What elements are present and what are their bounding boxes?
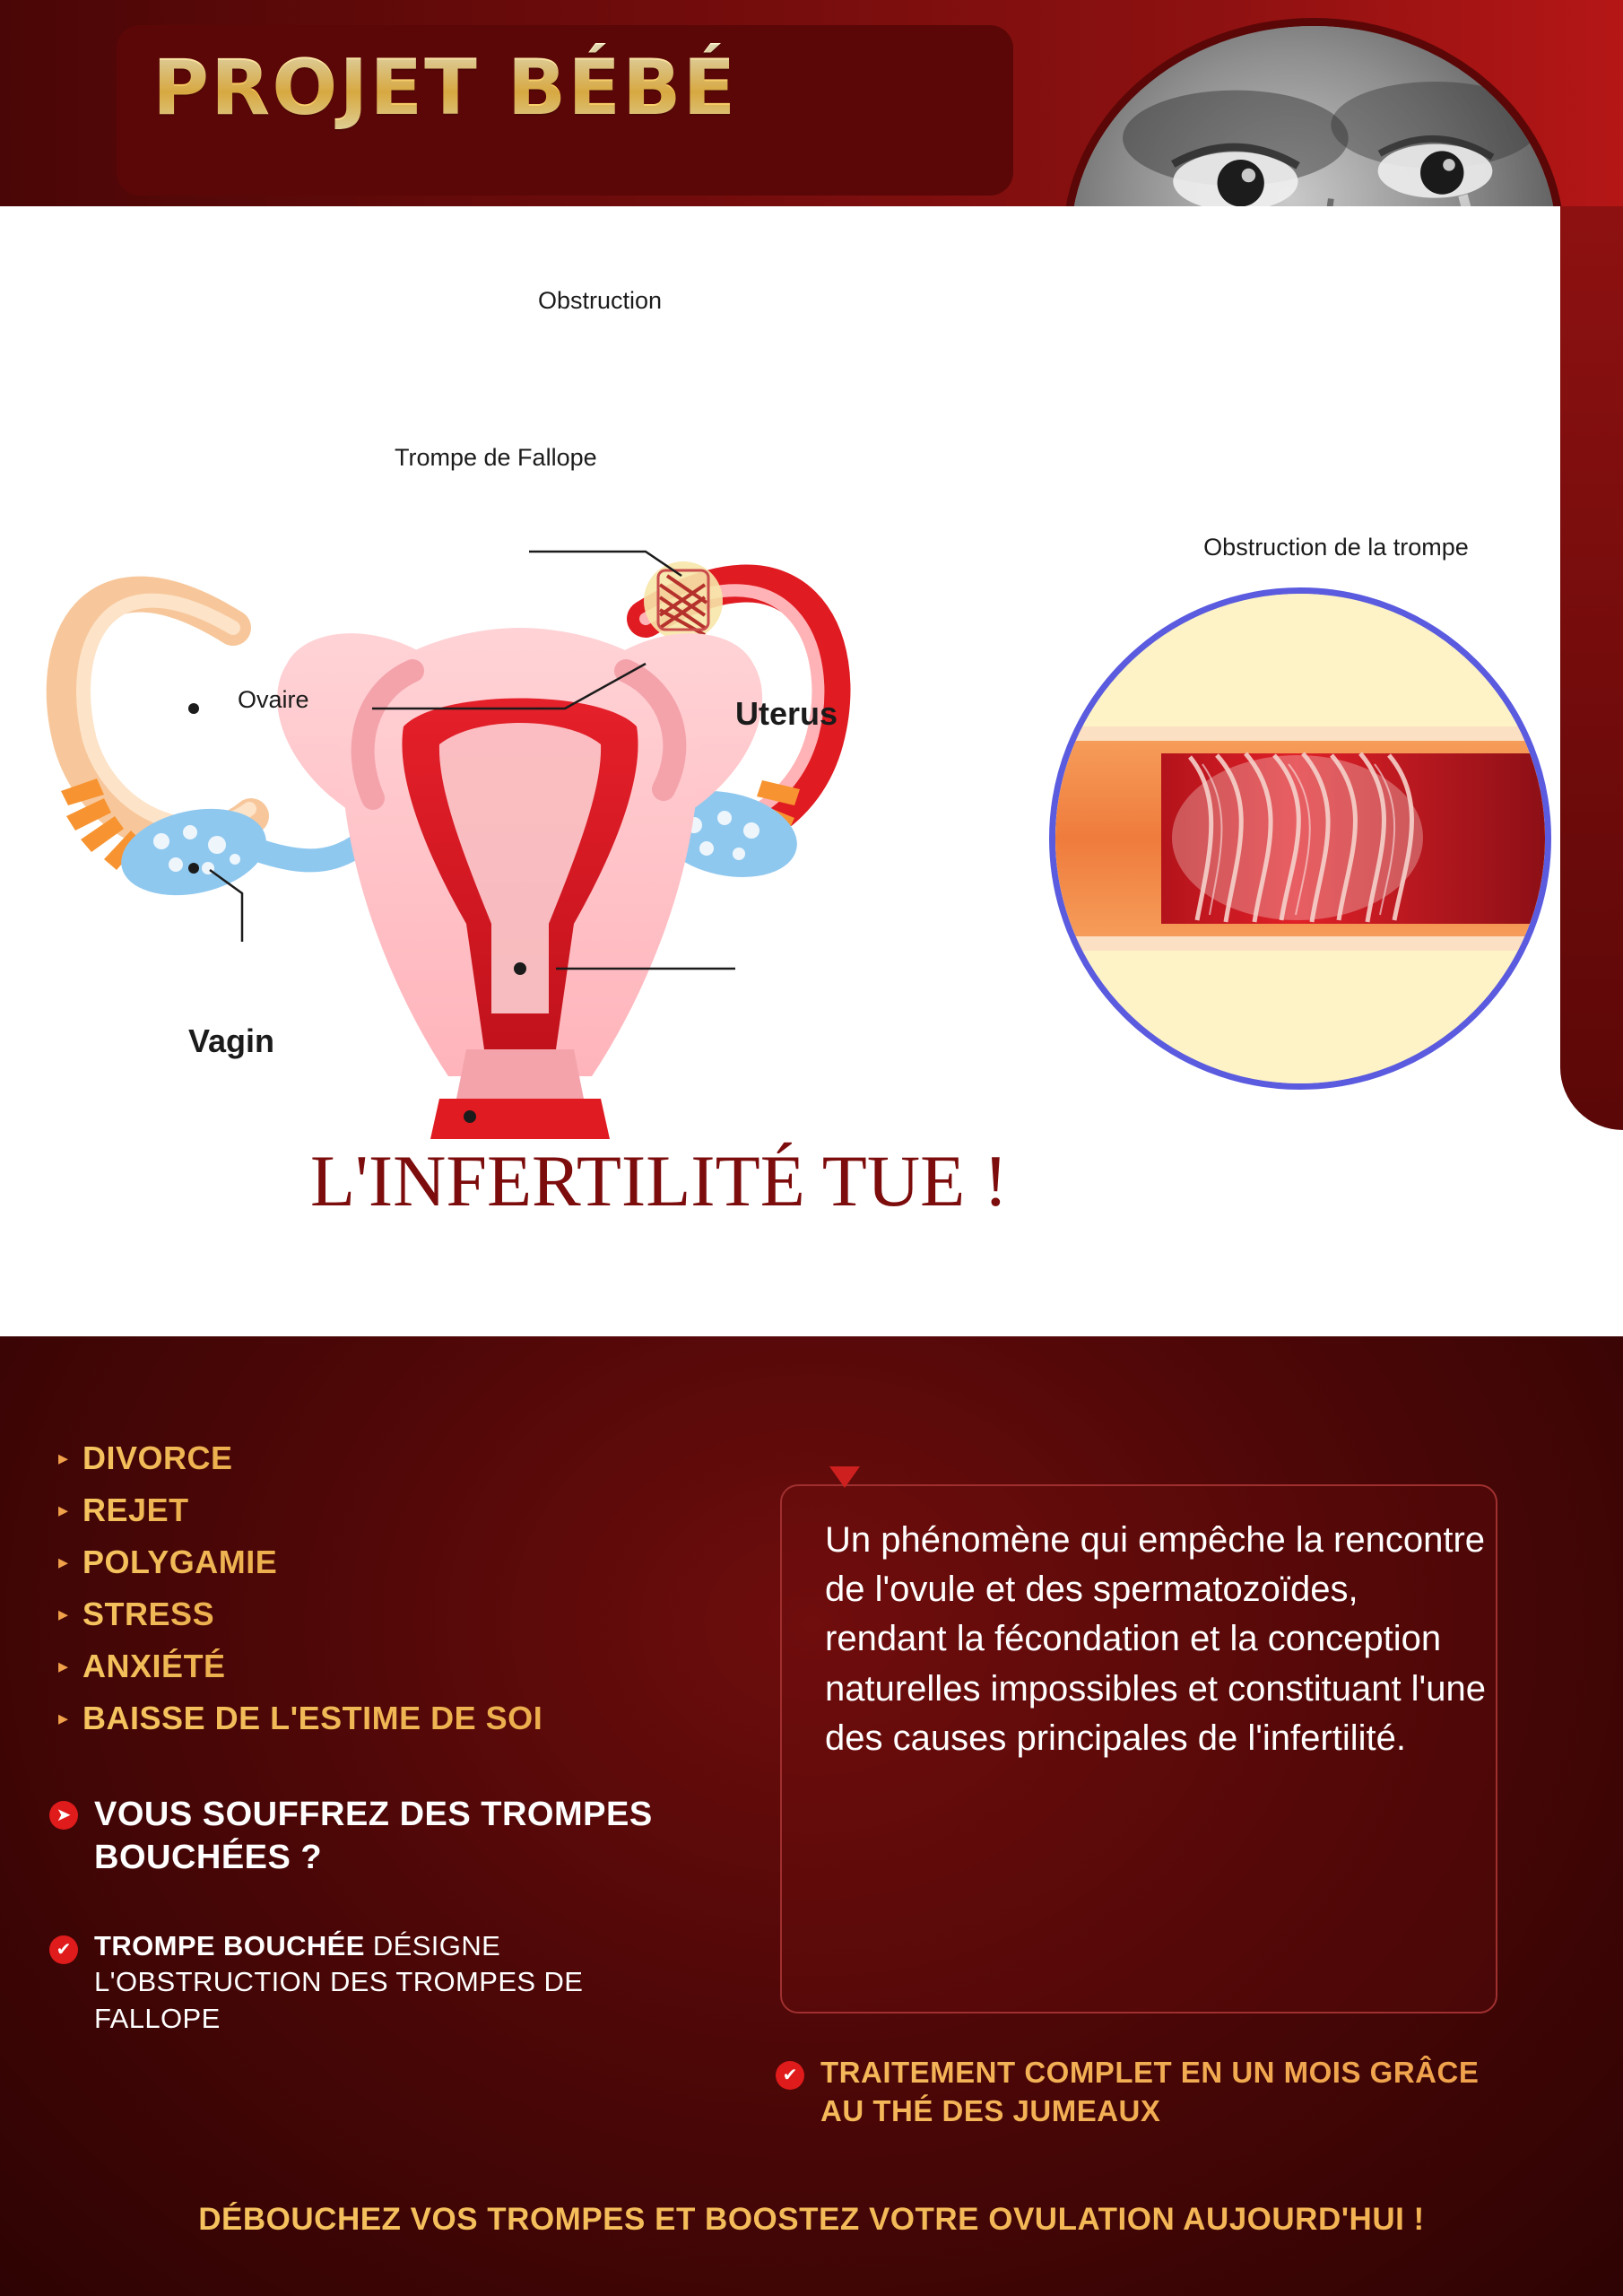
footer-cta: DÉBOUCHEZ VOS TROMPES ET BOOSTEZ VOTRE OVULATION AUJOURD'HUI ! bbox=[0, 2202, 1623, 2238]
arrow-icon: ▸ bbox=[58, 1707, 69, 1729]
consequence-label: REJET bbox=[82, 1492, 189, 1528]
arrow-icon: ▸ bbox=[58, 1499, 69, 1521]
uterus-anatomy-diagram bbox=[18, 242, 1058, 1139]
treatment-block bbox=[776, 2054, 1529, 2131]
list-item bbox=[58, 1648, 740, 1685]
label-fallopian-tube: Trompe de Fallope bbox=[395, 444, 597, 471]
definition-rest: DÉSIGNE L'OBSTRUCTION DES TROMPES DE FALLOPE bbox=[94, 1930, 584, 2034]
uterus-svg bbox=[18, 242, 1058, 1139]
consequence-label: POLYGAMIE bbox=[82, 1544, 278, 1580]
arrow-icon: ▸ bbox=[58, 1655, 69, 1677]
list-item bbox=[58, 1596, 740, 1633]
label-uterus: Uterus bbox=[735, 695, 838, 732]
arrow-icon: ▸ bbox=[58, 1447, 69, 1469]
label-obstruction: Obstruction bbox=[538, 287, 663, 314]
label-vagina: Vagin bbox=[188, 1022, 275, 1059]
triangle-pointer-icon bbox=[829, 1466, 860, 1488]
consequence-label: STRESS bbox=[82, 1596, 215, 1632]
tube-obstruction-inset bbox=[1049, 587, 1551, 1090]
label-ovary: Ovaire bbox=[238, 686, 309, 713]
list-item bbox=[58, 1544, 740, 1581]
treatment-text: TRAITEMENT COMPLET EN UN MOIS GRÂCE AU THÉ DES JUMEAUX bbox=[820, 2054, 1529, 2131]
arrow-icon: ▸ bbox=[58, 1551, 69, 1573]
consequence-label: ANXIÉTÉ bbox=[82, 1648, 226, 1684]
tube-cross-section-svg bbox=[1055, 594, 1545, 1083]
check-bullet-icon: ✔ bbox=[49, 1935, 78, 1964]
inset-caption: Obstruction de la trompe bbox=[1203, 534, 1469, 561]
consequence-label: DIVORCE bbox=[82, 1439, 233, 1476]
right-red-wedge bbox=[1560, 206, 1623, 1130]
question-text: VOUS SOUFFREZ DES TROMPES BOUCHÉES ? bbox=[94, 1796, 653, 1876]
description-text: Un phénomène qui empêche la rencontre de l'ovule et des spermatozoïdes, rendant la fécondation et la conception naturelles impossibles et constituant l'une des causes principales de l'infertilité. bbox=[825, 1520, 1486, 1758]
check-bullet-icon: ✔ bbox=[776, 2061, 804, 2090]
consequences-list bbox=[58, 1439, 740, 1752]
list-item bbox=[58, 1700, 740, 1737]
pointer-bullet-icon: ➤ bbox=[49, 1801, 78, 1830]
page-title: PROJET BÉBÉ bbox=[152, 43, 977, 133]
definition-block bbox=[49, 1928, 713, 2037]
arrow-icon: ▸ bbox=[58, 1603, 69, 1625]
headline: L'INFERTILITÉ TUE ! bbox=[309, 1140, 1009, 1222]
consequence-label: BAISSE DE L'ESTIME DE SOI bbox=[82, 1700, 543, 1736]
definition-term: TROMPE BOUCHÉE bbox=[94, 1930, 365, 1961]
definition-text bbox=[94, 1928, 713, 2037]
question-block bbox=[49, 1794, 695, 1879]
list-item bbox=[58, 1439, 740, 1477]
list-item bbox=[58, 1492, 740, 1529]
